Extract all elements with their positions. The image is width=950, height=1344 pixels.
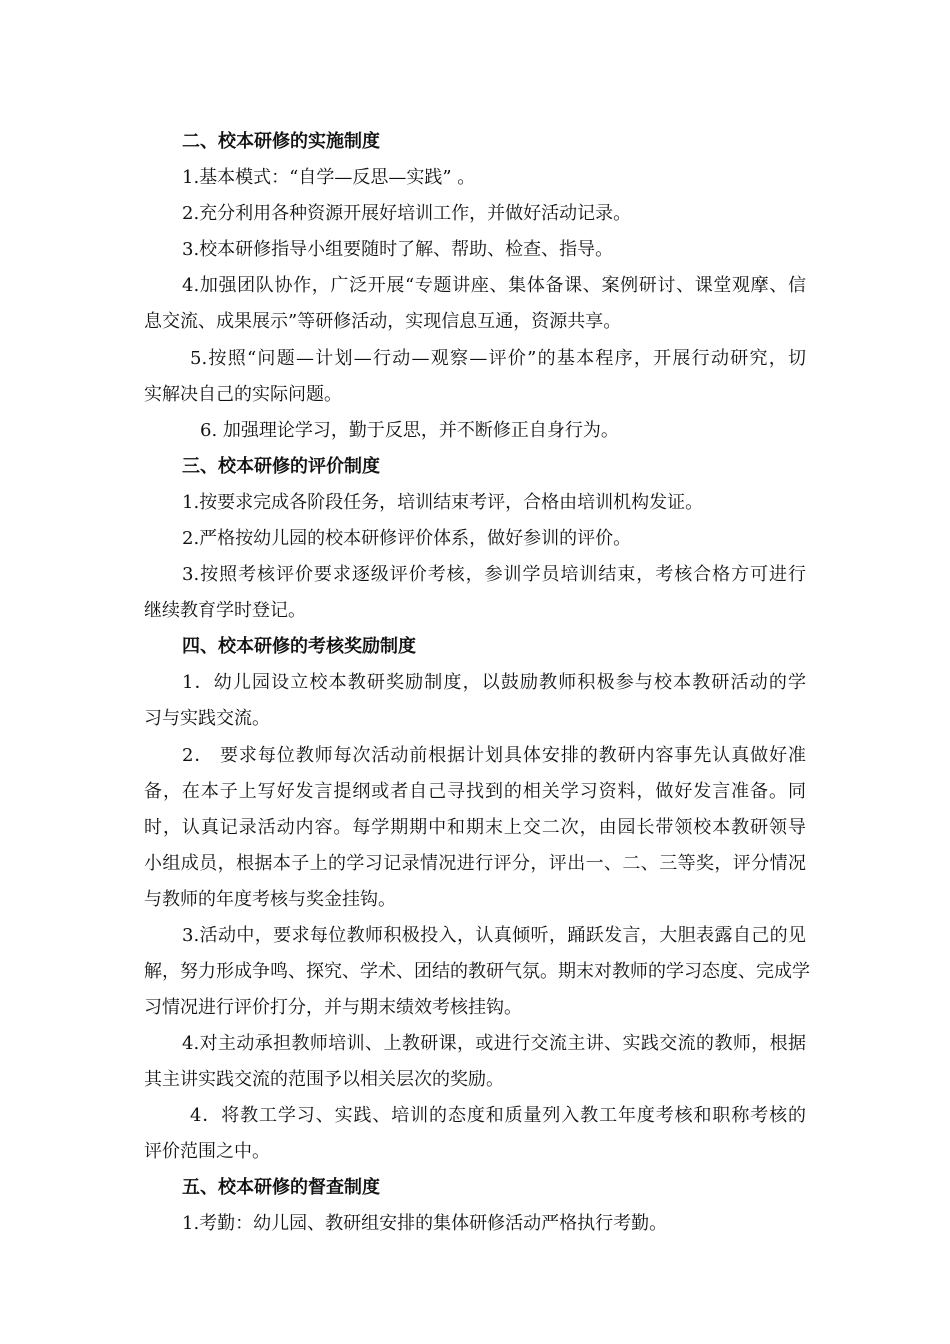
paragraph-line: 其主讲实践交流的范围予以相关层次的奖励。 bbox=[144, 1069, 504, 1090]
paragraph-line: 2.严格按幼儿园的校本研修评价体系，做好参训的评价。 bbox=[182, 528, 632, 549]
paragraph-line: 5.按照“问题—计划—行动—观察—评价”的基本程序，开展行动研究，切 bbox=[190, 348, 806, 369]
paragraph-line: 1.基本模式：“自学—反思—实践” 。 bbox=[182, 167, 476, 188]
paragraph-line: 2.充分利用各种资源开展好培训工作，并做好活动记录。 bbox=[182, 203, 632, 224]
paragraph-line: 3.校本研修指导小组要随时了解、帮助、检查、指导。 bbox=[182, 239, 614, 260]
paragraph-line: 1．幼儿园设立校本教研奖励制度，以鼓励教师积极参与校本教研活动的学 bbox=[182, 672, 806, 693]
paragraph-line: 与教师的年度考核与奖金挂钩。 bbox=[144, 889, 396, 910]
paragraph-line: 2． 要求每位教师每次活动前根据计划具体安排的教研内容事先认真做好准 bbox=[182, 745, 806, 766]
paragraph-line: 习与实践交流。 bbox=[144, 708, 270, 729]
section-heading-implementation: 二、校本研修的实施制度 bbox=[182, 131, 380, 152]
section-heading-supervision: 五、校本研修的督查制度 bbox=[182, 1177, 380, 1198]
paragraph-line: 1.考勤：幼儿园、教研组安排的集体研修活动严格执行考勤。 bbox=[182, 1213, 668, 1234]
section-heading-assessment-rewards: 四、校本研修的考核奖励制度 bbox=[182, 636, 416, 657]
section-heading-evaluation: 三、校本研修的评价制度 bbox=[182, 456, 380, 477]
paragraph-line: 3.按照考核评价要求逐级评价考核，参训学员培训结束，考核合格方可进行 bbox=[182, 564, 806, 585]
paragraph-line: 小组成员，根据本子上的学习记录情况进行评分，评出一、二、三等奖，评分情况 bbox=[144, 853, 806, 874]
paragraph-line: 息交流、成果展示”等研修活动，实现信息互通，资源共享。 bbox=[144, 311, 622, 332]
paragraph-line: 继续教育学时登记。 bbox=[144, 600, 306, 621]
paragraph-line: 4．将教工学习、实践、培训的态度和质量列入教工年度考核和职称考核的 bbox=[190, 1105, 806, 1126]
paragraph-line: 4.加强团队协作，广泛开展“专题讲座、集体备课、案例研讨、课堂观摩、信 bbox=[182, 275, 806, 296]
paragraph-line: 解，努力形成争鸣、探究、学术、团结的教研气氛。期末对教师的学习态度、完成学 bbox=[144, 961, 810, 982]
paragraph-line: 1.按要求完成各阶段任务，培训结束考评，合格由培训机构发证。 bbox=[182, 492, 704, 513]
paragraph-line: 评价范围之中。 bbox=[144, 1141, 270, 1162]
paragraph-line: 习情况进行评价打分，并与期末绩效考核挂钩。 bbox=[144, 997, 522, 1018]
paragraph-line: 4.对主动承担教师培训、上教研课，或进行交流主讲、实践交流的教师，根据 bbox=[182, 1033, 806, 1054]
paragraph-line: 时，认真记录活动内容。每学期期中和期末上交二次，由园长带领校本教研领导 bbox=[144, 817, 806, 838]
paragraph-line: 6. 加强理论学习，勤于反思，并不断修正自身行为。 bbox=[200, 420, 619, 441]
paragraph-line: 3.活动中，要求每位教师积极投入，认真倾听，踊跃发言，大胆表露自己的见 bbox=[182, 925, 806, 946]
paragraph-line: 备，在本子上写好发言提纲或者自己寻找到的相关学习资料，做好发言准备。同 bbox=[144, 781, 806, 802]
paragraph-line: 实解决自己的实际问题。 bbox=[144, 384, 342, 405]
